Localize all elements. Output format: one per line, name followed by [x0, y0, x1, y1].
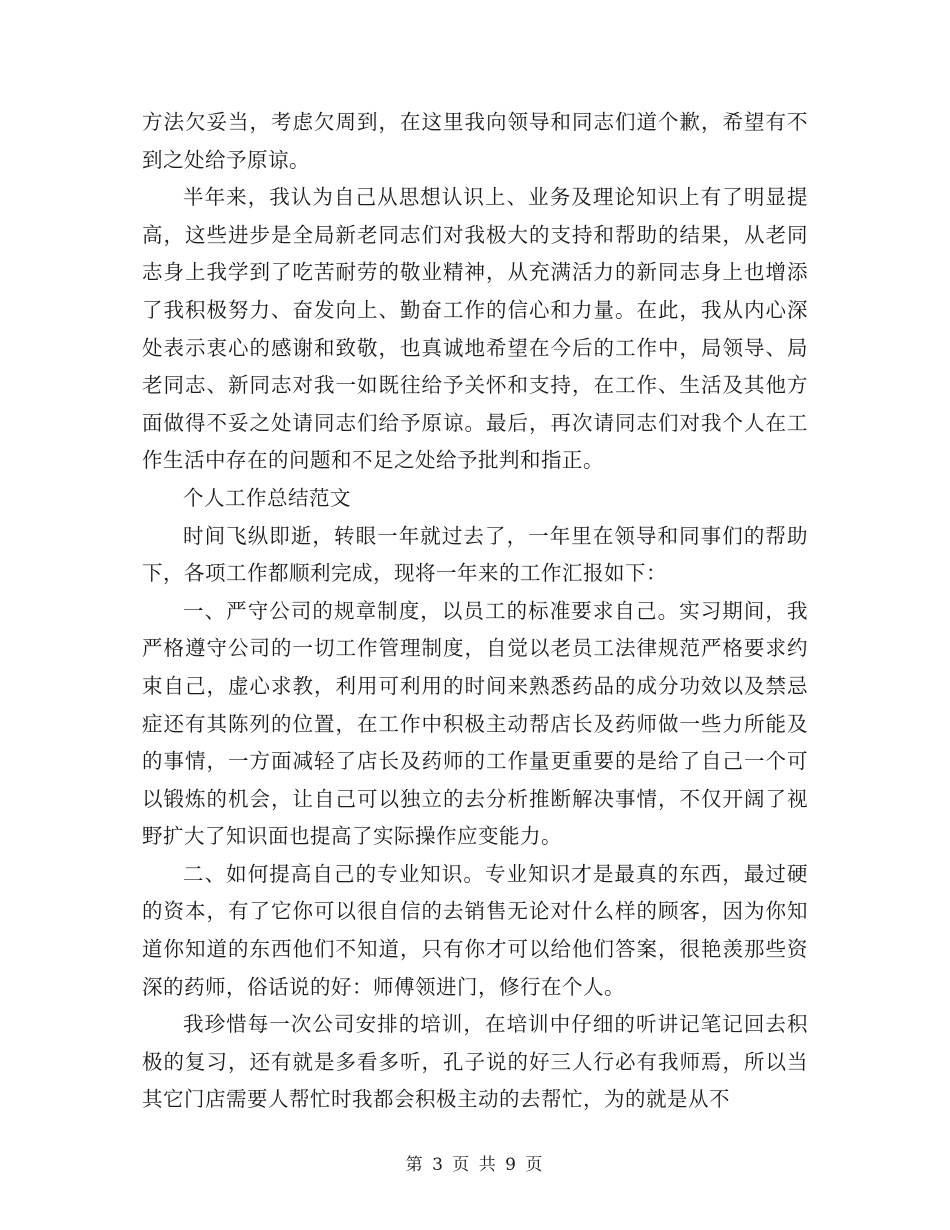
paragraph-1: 方法欠妥当，考虑欠周到，在这里我向领导和同志们道个歉，希望有不到之处给予原谅。: [142, 110, 808, 172]
page-footer: 第 3 页 共 9 页: [405, 1155, 545, 1175]
paragraph-5: 二、如何提高自己的专业知识。专业知识才是最真的东西，最过硬的资本，有了它你可以很自信的去销售无论对什么样的顾客，因为你知道你知道的东西他们不知道，只有你才可以给他们答案，很艳羡那些资深的药师，俗话说的好：师傅领进门，修行在个人。: [142, 861, 808, 999]
paragraph-4: 一、严守公司的规章制度，以员工的标准要求自己。实习期间，我严格遵守公司的一切工作管理制度，自觉以老员工法律规范严格要求约束自己，虚心求教，利用可利用的时间来熟悉药品的成分功效以及禁忌症还有其陈列的位置，在工作中积极主动帮店长及药师做一些力所能及的事情，一方面减轻了店长及药师的工作量更重要的是给了自己一个可以锻炼的机会，让自己可以独立的去分析推断解决事情，不仅开阔了视野扩大了知识面也提高了实际操作应变能力。: [142, 598, 808, 849]
document-body: [142, 104, 808, 1119]
section-heading: 个人工作总结范文: [183, 485, 351, 510]
paragraph-6: 我珍惜每一次公司安排的培训，在培训中仔细的听讲记笔记回去积极的复习，还有就是多看多听，孔子说的好三人行必有我师焉，所以当其它门店需要人帮忙时我都会积极主动的去帮忙，为的就是从不: [142, 1012, 808, 1112]
paragraph-2: 半年来，我认为自己从思想认识上、业务及理论知识上有了明显提高，这些进步是全局新老同志们对我极大的支持和帮助的结果，从老同志身上我学到了吃苦耐劳的敬业精神，从充满活力的新同志身上也增添了我积极努力、奋发向上、勤奋工作的信心和力量。在此，我从内心深处表示衷心的感谢和致敬，也真诚地希望在今后的工作中，局领导、局老同志、新同志对我一如既往给予关怀和支持，在工作、生活及其他方面做得不妥之处请同志们给予原谅。最后，再次请同志们对我个人在工作生活中存在的问题和不足之处给予批判和指正。: [142, 185, 808, 473]
paragraph-3: 时间飞纵即逝，转眼一年就过去了，一年里在领导和同事们的帮助下，各项工作都顺利完成，现将一年来的工作汇报如下：: [142, 523, 808, 586]
